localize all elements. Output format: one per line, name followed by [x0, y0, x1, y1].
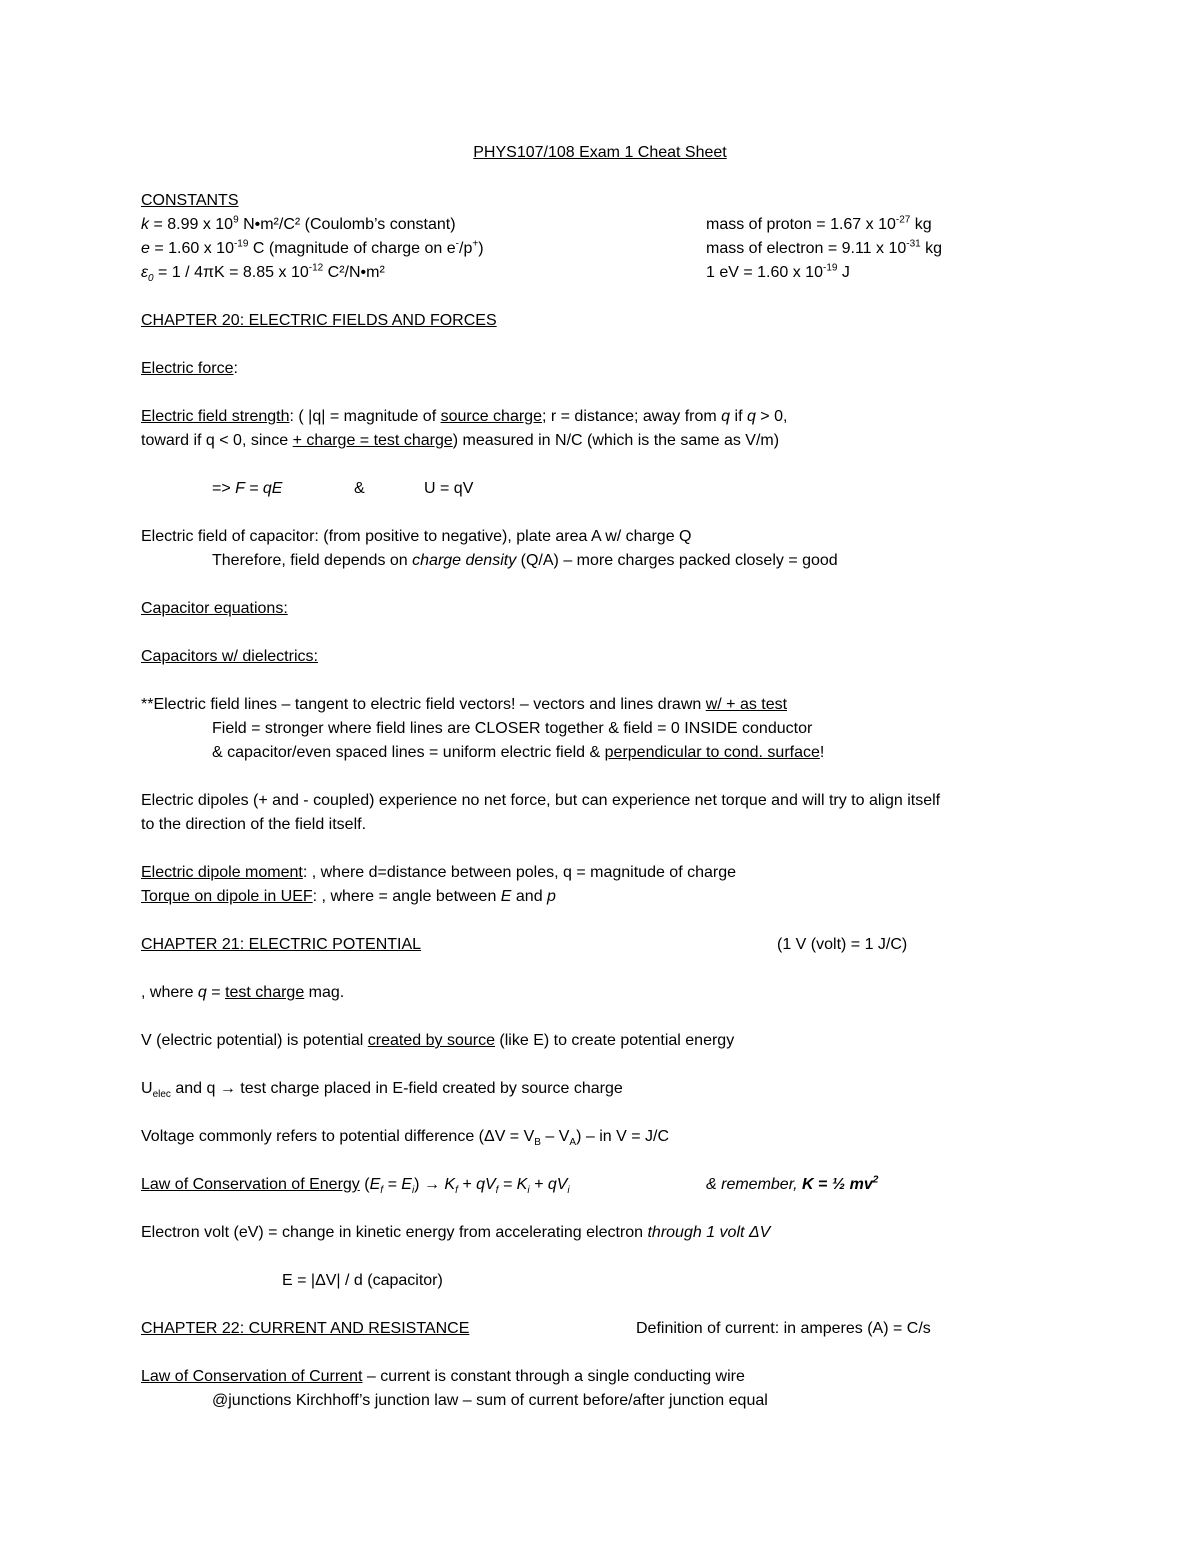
- junction-law: @junctions Kirchhoff’s junction law – sum of current before/after junction equal: [212, 1392, 768, 1409]
- voltage-note: Voltage commonly refers to potential difference $(\Delta V = V_B - V_A)$ – in V = J/C: [141, 1128, 669, 1149]
- chapter-21-heading: CHAPTER 21: ELECTRIC POTENTIAL: [141, 936, 422, 953]
- chapter-20-heading: CHAPTER 20: ELECTRIC FIELDS AND FORCES: [141, 312, 497, 329]
- conservation-current: Law of Conservation of Current – current is constant through a single conducting wire: [141, 1368, 745, 1385]
- conservation-energy: Law of Conservation of Energy $(E_f = E_i) \to K_f + qV_f = K_i + qV_i$: [141, 1176, 570, 1197]
- electric-field-strength: Electric field strength: ( |q| = magnitude of source charge; r = distance; away from q if q > 0,: [141, 408, 788, 425]
- electric-force: Electric force:: [141, 360, 238, 377]
- constant-epsilon: $\varepsilon_0 = 1 / 4\pi K = 8.85$ x $10^{-12}$ C²/N•m²: [141, 262, 385, 285]
- field-lines: **Electric field lines – tangent to electric field vectors! – vectors and lines drawn w/ + as test: [141, 696, 788, 713]
- electron-volt-note: Electron volt (eV) = change in kinetic energy from accelerating electron through 1 volt ΔV: [141, 1224, 771, 1241]
- field-lines-note-2: & capacitor/even spaced lines = uniform electric field & perpendicular to cond. surface!: [212, 744, 825, 761]
- capacitor-field: Electric field of capacitor: (from positive to negative), plate area A w/ charge Q: [141, 528, 692, 545]
- dipoles-line-1: Electric dipoles (+ and - coupled) experience no net force, but can experience net torque and will try to align itself: [141, 792, 941, 809]
- kinetic-energy-reminder: & remember, K = ½ $mv^2$: [706, 1174, 879, 1193]
- dipole-torque: Torque on dipole in UEF: , where = angle between E and p: [141, 888, 556, 905]
- constant-k: k = 8.99 x $10^9$ N•m²/C² (Coulomb’s constant): [141, 214, 456, 233]
- constants-heading: CONSTANTS: [141, 192, 239, 209]
- chapter-22-heading: CHAPTER 22: CURRENT AND RESISTANCE: [141, 1320, 470, 1337]
- capacitors-dielectrics: Capacitors w/ dielectrics:: [141, 648, 318, 665]
- electric-field-strength-cont: toward if q < 0, since + charge = test charge) measured in N/C (which is the same as V/m): [141, 432, 780, 449]
- ampersand: &: [354, 480, 365, 497]
- u-elec-note: $U_{elec}$ and q → test charge placed in E-field created by source charge: [141, 1080, 623, 1101]
- capacitor-field-note: Therefore, field depends on charge density (Q/A) – more charges packed closely = good: [212, 552, 838, 569]
- electric-potential-note: V (electric potential) is potential created by source (like E) to create potential energy: [141, 1032, 735, 1049]
- potential-energy-relation: U = qV: [424, 480, 474, 497]
- force-potential-relation: => F = qE: [212, 480, 283, 497]
- field-lines-note-1: Field = stronger where field lines are CLOSER together & field = 0 INSIDE conductor: [212, 720, 813, 737]
- constant-electron-mass: mass of electron = 9.11 x $10^{-31}$ kg: [706, 238, 943, 257]
- capacitor-field-formula: E = |ΔV| / d (capacitor): [282, 1272, 443, 1289]
- constant-ev: 1 eV = 1.60 x $10^{-19}$ J: [706, 262, 850, 281]
- test-charge-note: , where q = test charge mag.: [141, 984, 345, 1001]
- page-title: PHYS107/108 Exam 1 Cheat Sheet: [473, 144, 727, 161]
- dipoles-line-2: to the direction of the field itself.: [141, 816, 367, 833]
- volt-definition: (1 V (volt) = 1 J/C): [777, 936, 908, 953]
- capacitor-equations: Capacitor equations:: [141, 600, 288, 617]
- constant-e: e = 1.60 x $10^{-19}$ C (magnitude of charge on e-/p+): [141, 238, 484, 257]
- dipole-moment: Electric dipole moment: , where d=distance between poles, q = magnitude of charge: [141, 864, 737, 881]
- current-definition: Definition of current: in amperes (A) = C/s: [636, 1320, 931, 1337]
- constant-proton-mass: mass of proton = 1.67 x $10^{-27}$ kg: [706, 214, 932, 233]
